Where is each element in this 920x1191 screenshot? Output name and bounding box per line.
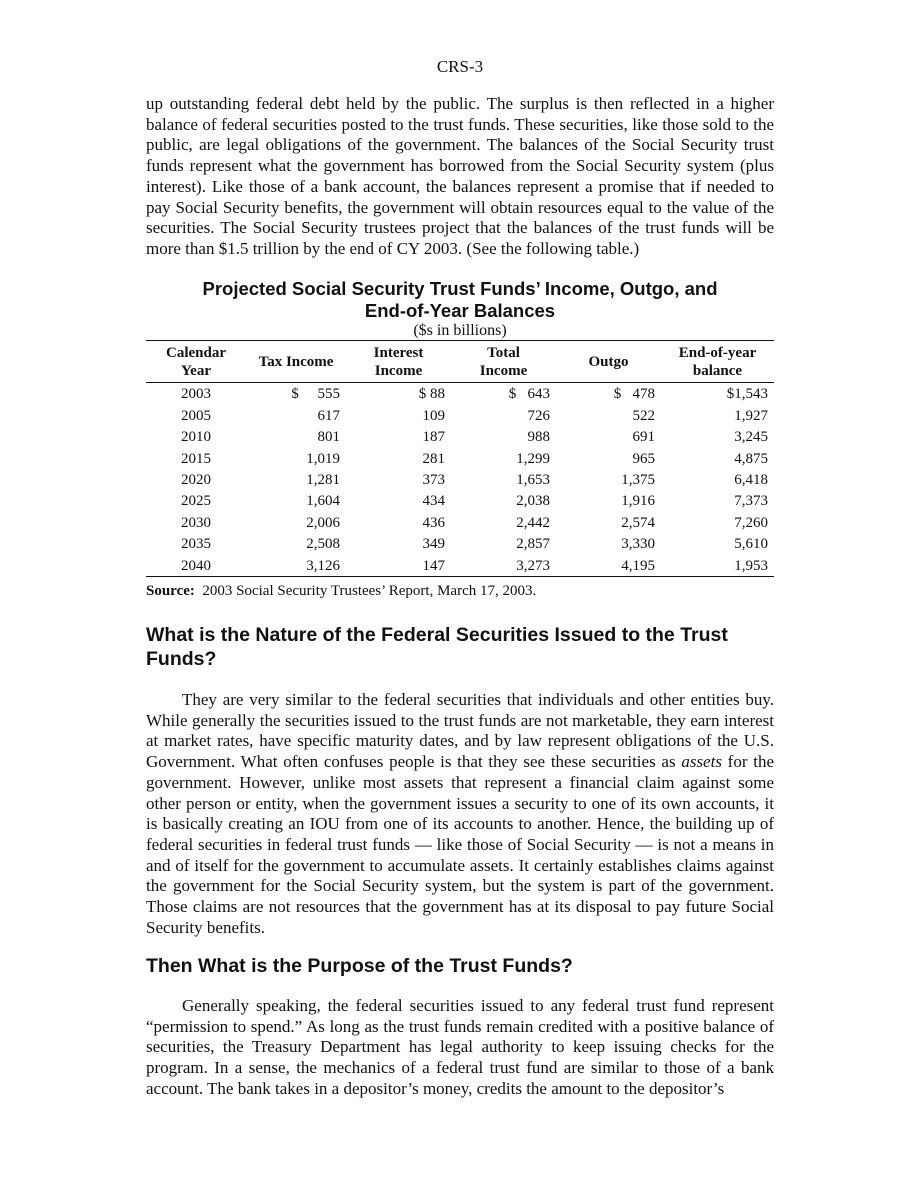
cell-end-of-year-balance: 5,610 [734,536,768,553]
cell-interest-income: 434 [422,493,445,510]
cell-year: 2003 [181,386,211,403]
cell-end-of-year-balance: 1,927 [734,407,768,424]
cell-total-income: 1,299 [516,450,550,467]
cell-outgo: 691 [632,429,655,446]
cell-interest-income: 349 [422,536,445,553]
cell-end-of-year-balance: 6,418 [734,471,768,488]
cell-outgo: $ 478 [613,386,655,403]
cell-total-income: 2,442 [516,514,550,531]
paragraph-nature [146,690,774,938]
paragraph-intro: up outstanding federal debt held by the public. The surplus is then reflected in a higher balance of federal securities posted to the trust funds. These securities, like those sold to the public, are legal obligations of the government. The balances of the Social Security trust funds represent what the government has borrowed from the Social Security system (plus interest). Like those of a bank account, the balances represent a promise that if needed to pay Social Security benefits, the government will obtain resources equal to the value of the securities. The Social Security trustees project that the balances of the trust funds will be more than $1.5 trillion by the end of CY 2003. (See the following table.) [146,94,774,258]
table-row [146,533,774,554]
section-heading-nature: What is the Nature of the Federal Securities Issued to the Trust Funds? [146,624,728,670]
table-body [146,383,774,577]
cell-outgo: 965 [632,450,655,467]
cell-tax-income: 801 [317,429,340,446]
cell-year: 2005 [181,407,211,424]
cell-tax-income: 1,019 [306,450,340,467]
cell-year: 2025 [181,493,211,510]
cell-interest-income: 281 [422,450,445,467]
table-title-line-1: Projected Social Security Trust Funds’ Income, Outgo, and [202,278,718,299]
cell-interest-income: 373 [422,471,445,488]
source-label: Source: [146,583,195,599]
cell-tax-income: 617 [317,407,340,424]
source-text: 2003 Social Security Trustees’ Report, March 17, 2003. [194,583,537,599]
cell-year: 2035 [181,536,211,553]
header-total-income: Total Income [451,341,556,383]
table-row [146,447,774,468]
header-outgo: Outgo [556,341,661,383]
cell-outgo: 1,375 [621,471,655,488]
table-title-line-2: End-of-Year Balances [364,300,556,321]
cell-end-of-year-balance: 4,875 [734,450,768,467]
cell-interest-income: $ 88 [418,386,445,403]
cell-end-of-year-balance: 7,260 [734,514,768,531]
cell-year: 2015 [181,450,211,467]
cell-end-of-year-balance: 7,373 [734,493,768,510]
cell-interest-income: 187 [422,429,445,446]
table-header-row [146,341,774,383]
cell-outgo: 1,916 [621,493,655,510]
cell-tax-income: 2,006 [306,514,340,531]
header-calendar-year: Calendar Year [146,341,246,383]
cell-end-of-year-balance: 1,953 [734,557,768,574]
cell-interest-income: 147 [422,557,445,574]
cell-year: 2040 [181,557,211,574]
table-title [146,278,774,322]
cell-outgo: 2,574 [621,514,655,531]
cell-total-income: 3,273 [516,557,550,574]
table-row [146,490,774,511]
cell-year: 2020 [181,471,211,488]
table-row [146,554,774,576]
cell-tax-income: 1,604 [306,493,340,510]
cell-tax-income: $ 555 [291,386,340,403]
cell-tax-income: 2,508 [306,536,340,553]
cell-tax-income: 1,281 [306,471,340,488]
cell-tax-income: 3,126 [306,557,340,574]
cell-outgo: 4,195 [621,557,655,574]
paragraph-nature-text-2: for the government. However, unlike most assets that represent a financial claim against some other person or entity, when the government issues a security to one of its own accounts, it is basically creating an IOU from one of its accounts to another. Hence, the building up of federal securities in federal trust funds — like those of Social Security — is not a means in and of itself for the government to accumulate assets. It certainly establishes claims against the government for the Social Security system, but the system is part of the government. Those claims are not resources that the government has at its disposal to pay future Social Security benefits. [146,752,775,937]
header-tax-income: Tax Income [246,341,346,383]
cell-interest-income: 436 [422,514,445,531]
cell-year: 2030 [181,514,211,531]
cell-end-of-year-balance: $1,543 [726,386,768,403]
cell-outgo: 3,330 [621,536,655,553]
paragraph-nature-text-1: They are very similar to the federal securities that individuals and other entities buy. While generally the securities issued to the trust funds are not marketable, they earn interest at market rates, have specific maturity dates, and by law represent obligations of the U.S. Government. What often confuses people is that they see these securities as [146,690,774,772]
cell-total-income: 1,653 [516,471,550,488]
table-units: ($s in billions) [413,322,507,339]
cell-total-income: 2,038 [516,493,550,510]
header-interest-income: Interest Income [346,341,451,383]
table-source [146,583,774,600]
table-row [146,469,774,490]
header-end-of-year-balance: End-of-year balance [661,341,774,383]
page-number: CRS-3 [436,57,484,76]
cell-year: 2010 [181,429,211,446]
trust-funds-table [146,340,774,577]
cell-total-income: 2,857 [516,536,550,553]
cell-outgo: 522 [632,407,655,424]
cell-end-of-year-balance: 3,245 [734,429,768,446]
section-heading-purpose: Then What is the Purpose of the Trust Funds? [146,955,573,977]
table-row [146,404,774,425]
paragraph-purpose: Generally speaking, the federal securities issued to any federal trust fund represent “permission to spend.” As long as the trust funds remain credited with a positive balance of securities, the Treasury Department has legal authority to keep issuing checks for the program. In a sense, the mechanics of a federal trust fund are similar to those of a bank account. The bank takes in a depositor’s money, credits the amount to the depositor’s [146,996,774,1098]
cell-total-income: $ 643 [508,386,550,403]
cell-total-income: 988 [527,429,550,446]
table-row [146,383,774,405]
table-row [146,511,774,532]
paragraph-nature-emphasis: assets [681,752,722,772]
cell-total-income: 726 [527,407,550,424]
cell-interest-income: 109 [422,407,445,424]
table-row [146,426,774,447]
